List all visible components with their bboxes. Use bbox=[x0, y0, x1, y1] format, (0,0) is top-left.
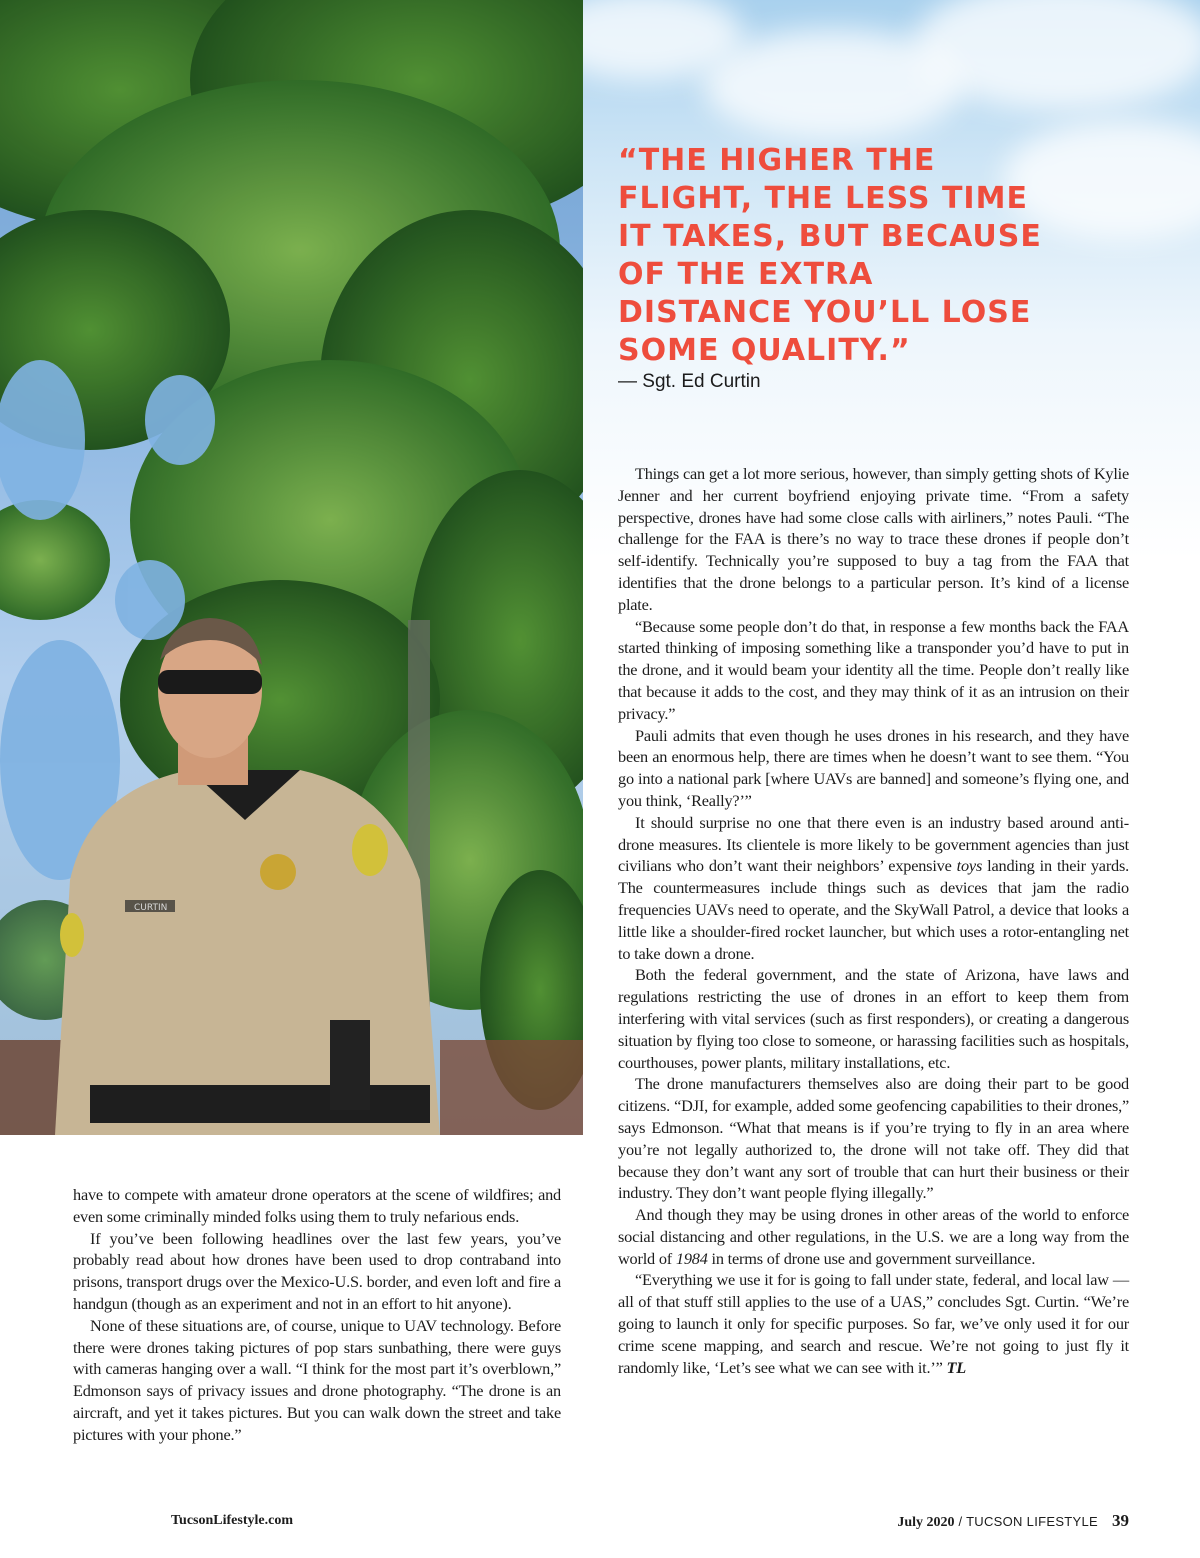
issue-date: July 2020 bbox=[897, 1515, 955, 1530]
paragraph: Things can get a lot more serious, however, than simply getting shots of Kylie Jenner and her current boyfriend enjoying private time. “From a safety perspective, drones have had some close calls with airliners,” notes Pauli. “The challenge for the FAA is there’s no way to trace these drones if people don’t self-identify. Technically you’re supposed to buy a tag from the FAA that identifies that the drone belongs to a particular person. It’s kind of a license plate. bbox=[618, 464, 1129, 614]
paragraph bbox=[618, 1269, 1129, 1378]
footer-folio bbox=[897, 1511, 1129, 1531]
paragraph: “Because some people don’t do that, in response a few months back the FAA started thinking of imposing something like a transponder you’d have to put in the drone, and it would beam your identity all the time. People don’t really like that because it adds to the cost, and they may think of it as an intrusion on their privacy.” bbox=[618, 616, 1129, 723]
end-mark: TL bbox=[946, 1357, 966, 1377]
paragraph bbox=[618, 812, 1129, 965]
paragraph: have to compete with amateur drone operators at the scene of wildfires; and even some criminally minded folks using them to truly nefarious ends. bbox=[73, 1185, 561, 1226]
publication-name: TUCSON LIFESTYLE bbox=[966, 1514, 1098, 1529]
name-tape: CURTIN bbox=[134, 903, 168, 913]
paragraph: The drone manufacturers themselves also are doing their part to be good citizens. “DJI, for example, added some geofencing capabilities to their drones,” says Edmonson. “What that means is if you’re trying to fly in an area where you’re not legally authorized to, the drone will not take off. They did that because they don’t want any sort of trouble that can hurt their business or their industry. They don’t want people flying illegally.” bbox=[618, 1074, 1129, 1203]
pull-quote: “THE HIGHER THE FLIGHT, THE LESS TIME IT TAKES, BUT BECAUSE OF THE EXTRA DISTANCE YOU’LL LOSE SOME QUALITY.” bbox=[618, 143, 1042, 368]
text-run: landing in their yards. The countermeasures include things such as devices that jam the radio frequencies UAVs need to operate, and the SkyWall Patrol, a device that looks a little like a shoulder-fired rocket launcher, but which uses a rotor-entangling net to take down a drone. bbox=[618, 856, 1129, 963]
paragraph bbox=[618, 1204, 1129, 1269]
text-run: “Everything we use it for is going to fall under state, federal, and local law — all of that stuff still applies to the use of a UAS,” concludes Sgt. Curtin. “We’re going to launch it only for specific purposes. So far, we’ve only used it for our crime scene mapping, and search and rescue. We’re not going to just fly it randomly like, ‘Let’s see what we can see with it.’” bbox=[618, 1270, 1129, 1377]
deputy-photo bbox=[0, 0, 583, 1135]
paragraph: If you’ve been following headlines over the last few years, you’ve probably read about how drones have been used to drop contraband into prisons, transport drugs over the Mexico-U.S. border, and even loft and fire a handgun (though as an experiment and not in an effort to hit anyone). bbox=[73, 1228, 561, 1313]
footer-website: TucsonLifestyle.com bbox=[171, 1513, 293, 1528]
paragraph: None of these situations are, of course, unique to UAV technology. Before there were drones taking pictures of pop stars sunbathing, there were guys with cameras hanging over a wall. “I think for the most part it’s overblown,” Edmonson says of privacy issues and drone photography. “The drone is an aircraft, and yet it takes pictures. But you can walk down the street and take pictures with your phone.” bbox=[73, 1315, 561, 1444]
page-number: 39 bbox=[1112, 1511, 1129, 1530]
folio-separator: / bbox=[954, 1514, 967, 1529]
text-run: It should surprise no one that there even is an industry based around anti-drone measures. Its clientele is more likely to be government agencies than just civilians who don’t want their neighbors’ expensive bbox=[618, 812, 1129, 876]
paragraph: Pauli admits that even though he uses drones in his research, and they have been an enormous help, there are times when he doesn’t want to see them. “You go into a national park [where UAVs are banned] and someone’s flying one, and you think, ‘Really?’” bbox=[618, 725, 1129, 810]
emphasis: toys bbox=[956, 856, 983, 876]
text-run: in terms of drone use and government surveillance. bbox=[707, 1248, 1036, 1268]
right-text-column bbox=[618, 463, 1129, 1378]
photo-illustration bbox=[0, 0, 583, 1135]
pull-quote-attribution: — Sgt. Ed Curtin bbox=[618, 371, 761, 392]
left-text-column bbox=[73, 1184, 561, 1446]
emphasis: 1984 bbox=[675, 1248, 708, 1268]
paragraph: Both the federal government, and the state of Arizona, have laws and regulations restricting the use of drones in an effort to keep them from interfering with vital services (such as first responders), or creating a dangerous situation by flying too close to someone, or harassing facilities such as hospitals, courthouses, power plants, military installations, etc. bbox=[618, 965, 1129, 1072]
text-run: And though they may be using drones in other areas of the world to enforce social distancing and other regulations, in the U.S. we are a long way from the world of bbox=[618, 1205, 1129, 1268]
